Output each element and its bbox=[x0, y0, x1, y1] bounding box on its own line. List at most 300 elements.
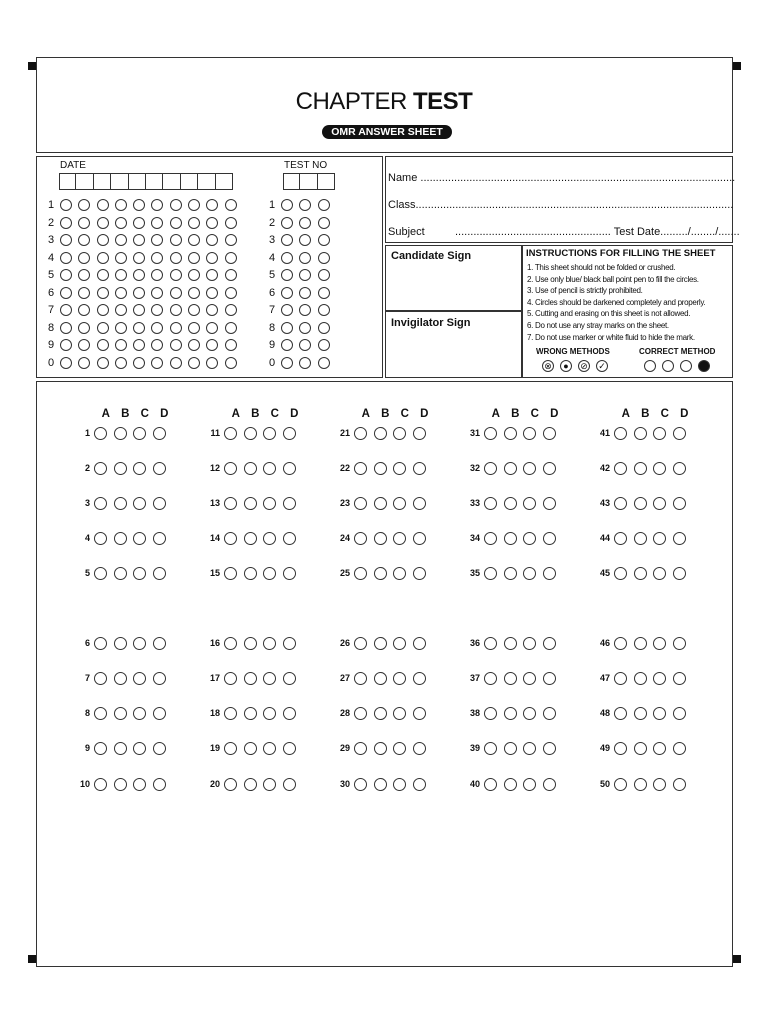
answer-bubble[interactable] bbox=[653, 637, 666, 650]
answer-bubble[interactable] bbox=[543, 532, 556, 545]
digit-bubble[interactable] bbox=[299, 234, 311, 246]
answer-bubble[interactable] bbox=[504, 778, 517, 791]
answer-bubble[interactable] bbox=[354, 637, 367, 650]
digit-bubble[interactable] bbox=[133, 322, 145, 334]
answer-bubble[interactable] bbox=[244, 567, 257, 580]
digit-bubble[interactable] bbox=[151, 304, 163, 316]
answer-bubble[interactable] bbox=[614, 567, 627, 580]
answer-bubble[interactable] bbox=[634, 778, 647, 791]
digit-bubble[interactable] bbox=[78, 322, 90, 334]
answer-bubble[interactable] bbox=[413, 742, 426, 755]
digit-bubble[interactable] bbox=[170, 287, 182, 299]
digit-bubble[interactable] bbox=[225, 339, 237, 351]
answer-bubble[interactable] bbox=[224, 637, 237, 650]
answer-bubble[interactable] bbox=[283, 707, 296, 720]
answer-bubble[interactable] bbox=[543, 672, 556, 685]
answer-bubble[interactable] bbox=[224, 462, 237, 475]
answer-bubble[interactable] bbox=[153, 532, 166, 545]
answer-bubble[interactable] bbox=[283, 637, 296, 650]
digit-bubble[interactable] bbox=[133, 199, 145, 211]
digit-bubble[interactable] bbox=[60, 199, 72, 211]
answer-bubble[interactable] bbox=[543, 427, 556, 440]
digit-bubble[interactable] bbox=[115, 199, 127, 211]
digit-bubble[interactable] bbox=[133, 234, 145, 246]
answer-bubble[interactable] bbox=[543, 637, 556, 650]
digit-bubble[interactable] bbox=[151, 287, 163, 299]
answer-bubble[interactable] bbox=[244, 637, 257, 650]
answer-bubble[interactable] bbox=[374, 742, 387, 755]
digit-bubble[interactable] bbox=[318, 304, 330, 316]
digit-bubble[interactable] bbox=[97, 287, 109, 299]
answer-bubble[interactable] bbox=[133, 427, 146, 440]
digit-bubble[interactable] bbox=[60, 252, 72, 264]
digit-bubble[interactable] bbox=[299, 269, 311, 281]
answer-bubble[interactable] bbox=[263, 497, 276, 510]
digit-bubble[interactable] bbox=[151, 199, 163, 211]
answer-bubble[interactable] bbox=[634, 567, 647, 580]
answer-bubble[interactable] bbox=[153, 637, 166, 650]
digit-bubble[interactable] bbox=[170, 234, 182, 246]
digit-bubble[interactable] bbox=[318, 234, 330, 246]
answer-bubble[interactable] bbox=[94, 532, 107, 545]
digit-bubble[interactable] bbox=[206, 234, 218, 246]
digit-bubble[interactable] bbox=[97, 304, 109, 316]
digit-bubble[interactable] bbox=[60, 357, 72, 369]
answer-bubble[interactable] bbox=[413, 672, 426, 685]
answer-bubble[interactable] bbox=[653, 707, 666, 720]
digit-bubble[interactable] bbox=[206, 287, 218, 299]
digit-entry-cell[interactable] bbox=[146, 173, 163, 190]
answer-bubble[interactable] bbox=[413, 707, 426, 720]
answer-bubble[interactable] bbox=[374, 637, 387, 650]
digit-bubble[interactable] bbox=[170, 339, 182, 351]
digit-bubble[interactable] bbox=[299, 304, 311, 316]
answer-bubble[interactable] bbox=[673, 742, 686, 755]
digit-bubble[interactable] bbox=[281, 287, 293, 299]
answer-bubble[interactable] bbox=[94, 497, 107, 510]
digit-bubble[interactable] bbox=[151, 339, 163, 351]
digit-bubble[interactable] bbox=[318, 322, 330, 334]
class-field[interactable]: Class........................................................................................................ bbox=[388, 199, 734, 211]
answer-bubble[interactable] bbox=[393, 427, 406, 440]
digit-bubble[interactable] bbox=[151, 217, 163, 229]
answer-bubble[interactable] bbox=[114, 497, 127, 510]
digit-bubble[interactable] bbox=[133, 339, 145, 351]
answer-bubble[interactable] bbox=[673, 707, 686, 720]
digit-bubble[interactable] bbox=[225, 234, 237, 246]
answer-bubble[interactable] bbox=[94, 672, 107, 685]
digit-bubble[interactable] bbox=[299, 217, 311, 229]
digit-bubble[interactable] bbox=[78, 304, 90, 316]
digit-bubble[interactable] bbox=[133, 269, 145, 281]
subject-field[interactable]: Subject bbox=[388, 226, 425, 238]
digit-bubble[interactable] bbox=[281, 357, 293, 369]
answer-bubble[interactable] bbox=[133, 567, 146, 580]
answer-bubble[interactable] bbox=[153, 427, 166, 440]
answer-bubble[interactable] bbox=[283, 532, 296, 545]
digit-bubble[interactable] bbox=[78, 357, 90, 369]
answer-bubble[interactable] bbox=[153, 778, 166, 791]
answer-bubble[interactable] bbox=[484, 532, 497, 545]
answer-bubble[interactable] bbox=[133, 742, 146, 755]
answer-bubble[interactable] bbox=[263, 672, 276, 685]
digit-bubble[interactable] bbox=[115, 252, 127, 264]
digit-bubble[interactable] bbox=[281, 252, 293, 264]
answer-bubble[interactable] bbox=[114, 462, 127, 475]
digit-entry-cell[interactable] bbox=[129, 173, 146, 190]
answer-bubble[interactable] bbox=[543, 497, 556, 510]
digit-bubble[interactable] bbox=[115, 217, 127, 229]
digit-bubble[interactable] bbox=[115, 234, 127, 246]
answer-bubble[interactable] bbox=[244, 778, 257, 791]
answer-bubble[interactable] bbox=[484, 778, 497, 791]
digit-bubble[interactable] bbox=[188, 287, 200, 299]
answer-bubble[interactable] bbox=[283, 497, 296, 510]
answer-bubble[interactable] bbox=[413, 532, 426, 545]
digit-entry-cell[interactable] bbox=[94, 173, 111, 190]
answer-bubble[interactable] bbox=[504, 427, 517, 440]
digit-bubble[interactable] bbox=[281, 339, 293, 351]
answer-bubble[interactable] bbox=[224, 497, 237, 510]
answer-bubble[interactable] bbox=[504, 707, 517, 720]
answer-bubble[interactable] bbox=[263, 742, 276, 755]
digit-bubble[interactable] bbox=[299, 357, 311, 369]
digit-bubble[interactable] bbox=[318, 287, 330, 299]
digit-bubble[interactable] bbox=[206, 269, 218, 281]
answer-bubble[interactable] bbox=[94, 778, 107, 791]
digit-bubble[interactable] bbox=[188, 304, 200, 316]
digit-bubble[interactable] bbox=[115, 339, 127, 351]
answer-bubble[interactable] bbox=[94, 742, 107, 755]
answer-bubble[interactable] bbox=[413, 462, 426, 475]
answer-bubble[interactable] bbox=[153, 742, 166, 755]
answer-bubble[interactable] bbox=[523, 637, 536, 650]
digit-bubble[interactable] bbox=[60, 304, 72, 316]
answer-bubble[interactable] bbox=[614, 672, 627, 685]
digit-entry-cell[interactable] bbox=[216, 173, 233, 190]
answer-bubble[interactable] bbox=[653, 567, 666, 580]
answer-bubble[interactable] bbox=[653, 532, 666, 545]
answer-bubble[interactable] bbox=[374, 462, 387, 475]
answer-bubble[interactable] bbox=[413, 497, 426, 510]
answer-bubble[interactable] bbox=[484, 742, 497, 755]
answer-bubble[interactable] bbox=[393, 707, 406, 720]
answer-bubble[interactable] bbox=[133, 462, 146, 475]
answer-bubble[interactable] bbox=[653, 742, 666, 755]
digit-bubble[interactable] bbox=[151, 322, 163, 334]
answer-bubble[interactable] bbox=[114, 532, 127, 545]
answer-bubble[interactable] bbox=[413, 427, 426, 440]
digit-bubble[interactable] bbox=[133, 217, 145, 229]
digit-bubble[interactable] bbox=[318, 357, 330, 369]
answer-bubble[interactable] bbox=[614, 742, 627, 755]
answer-bubble[interactable] bbox=[393, 567, 406, 580]
answer-bubble[interactable] bbox=[614, 707, 627, 720]
answer-bubble[interactable] bbox=[484, 427, 497, 440]
answer-bubble[interactable] bbox=[653, 427, 666, 440]
answer-bubble[interactable] bbox=[283, 742, 296, 755]
answer-bubble[interactable] bbox=[653, 672, 666, 685]
digit-bubble[interactable] bbox=[206, 252, 218, 264]
digit-bubble[interactable] bbox=[225, 357, 237, 369]
answer-bubble[interactable] bbox=[354, 427, 367, 440]
answer-bubble[interactable] bbox=[523, 532, 536, 545]
answer-bubble[interactable] bbox=[224, 742, 237, 755]
answer-bubble[interactable] bbox=[614, 778, 627, 791]
digit-bubble[interactable] bbox=[281, 234, 293, 246]
digit-bubble[interactable] bbox=[133, 357, 145, 369]
answer-bubble[interactable] bbox=[374, 497, 387, 510]
answer-bubble[interactable] bbox=[504, 672, 517, 685]
answer-bubble[interactable] bbox=[634, 427, 647, 440]
answer-bubble[interactable] bbox=[523, 707, 536, 720]
answer-bubble[interactable] bbox=[114, 567, 127, 580]
answer-bubble[interactable] bbox=[413, 778, 426, 791]
digit-bubble[interactable] bbox=[318, 199, 330, 211]
digit-bubble[interactable] bbox=[299, 339, 311, 351]
digit-bubble[interactable] bbox=[115, 287, 127, 299]
digit-bubble[interactable] bbox=[78, 199, 90, 211]
answer-bubble[interactable] bbox=[523, 427, 536, 440]
answer-bubble[interactable] bbox=[523, 462, 536, 475]
digit-bubble[interactable] bbox=[281, 322, 293, 334]
digit-bubble[interactable] bbox=[170, 199, 182, 211]
answer-bubble[interactable] bbox=[244, 427, 257, 440]
digit-bubble[interactable] bbox=[281, 217, 293, 229]
answer-bubble[interactable] bbox=[504, 567, 517, 580]
digit-entry-cell[interactable] bbox=[163, 173, 180, 190]
answer-bubble[interactable] bbox=[523, 672, 536, 685]
answer-bubble[interactable] bbox=[244, 462, 257, 475]
digit-bubble[interactable] bbox=[188, 199, 200, 211]
digit-bubble[interactable] bbox=[151, 252, 163, 264]
answer-bubble[interactable] bbox=[393, 532, 406, 545]
answer-bubble[interactable] bbox=[354, 462, 367, 475]
digit-bubble[interactable] bbox=[78, 217, 90, 229]
answer-bubble[interactable] bbox=[543, 742, 556, 755]
answer-bubble[interactable] bbox=[94, 427, 107, 440]
answer-bubble[interactable] bbox=[543, 567, 556, 580]
digit-bubble[interactable] bbox=[97, 252, 109, 264]
answer-bubble[interactable] bbox=[224, 672, 237, 685]
answer-bubble[interactable] bbox=[614, 462, 627, 475]
digit-bubble[interactable] bbox=[60, 339, 72, 351]
digit-bubble[interactable] bbox=[188, 217, 200, 229]
answer-bubble[interactable] bbox=[543, 778, 556, 791]
digit-bubble[interactable] bbox=[206, 322, 218, 334]
digit-bubble[interactable] bbox=[151, 269, 163, 281]
answer-bubble[interactable] bbox=[484, 637, 497, 650]
digit-bubble[interactable] bbox=[225, 322, 237, 334]
answer-bubble[interactable] bbox=[354, 778, 367, 791]
digit-bubble[interactable] bbox=[225, 252, 237, 264]
answer-bubble[interactable] bbox=[614, 532, 627, 545]
digit-bubble[interactable] bbox=[225, 269, 237, 281]
answer-bubble[interactable] bbox=[393, 497, 406, 510]
answer-bubble[interactable] bbox=[393, 637, 406, 650]
digit-entry-cell[interactable] bbox=[76, 173, 93, 190]
answer-bubble[interactable] bbox=[614, 637, 627, 650]
digit-bubble[interactable] bbox=[133, 287, 145, 299]
subject-test-date-field[interactable]: ................................................... Test Date........./......../....... bbox=[455, 226, 740, 238]
answer-bubble[interactable] bbox=[283, 427, 296, 440]
digit-bubble[interactable] bbox=[188, 357, 200, 369]
digit-bubble[interactable] bbox=[133, 252, 145, 264]
digit-bubble[interactable] bbox=[97, 234, 109, 246]
answer-bubble[interactable] bbox=[354, 567, 367, 580]
digit-bubble[interactable] bbox=[206, 304, 218, 316]
answer-bubble[interactable] bbox=[283, 462, 296, 475]
digit-bubble[interactable] bbox=[60, 217, 72, 229]
digit-bubble[interactable] bbox=[225, 287, 237, 299]
answer-bubble[interactable] bbox=[354, 672, 367, 685]
digit-bubble[interactable] bbox=[170, 357, 182, 369]
answer-bubble[interactable] bbox=[374, 707, 387, 720]
answer-bubble[interactable] bbox=[94, 462, 107, 475]
answer-bubble[interactable] bbox=[484, 462, 497, 475]
digit-bubble[interactable] bbox=[170, 304, 182, 316]
answer-bubble[interactable] bbox=[673, 672, 686, 685]
digit-entry-cell[interactable] bbox=[283, 173, 300, 190]
answer-bubble[interactable] bbox=[263, 462, 276, 475]
answer-bubble[interactable] bbox=[634, 497, 647, 510]
digit-bubble[interactable] bbox=[97, 269, 109, 281]
digit-bubble[interactable] bbox=[115, 357, 127, 369]
answer-bubble[interactable] bbox=[94, 637, 107, 650]
answer-bubble[interactable] bbox=[504, 462, 517, 475]
answer-bubble[interactable] bbox=[393, 462, 406, 475]
answer-bubble[interactable] bbox=[673, 532, 686, 545]
answer-bubble[interactable] bbox=[114, 778, 127, 791]
answer-bubble[interactable] bbox=[374, 778, 387, 791]
answer-bubble[interactable] bbox=[263, 707, 276, 720]
answer-bubble[interactable] bbox=[634, 672, 647, 685]
digit-bubble[interactable] bbox=[60, 287, 72, 299]
answer-bubble[interactable] bbox=[133, 707, 146, 720]
digit-bubble[interactable] bbox=[318, 269, 330, 281]
answer-bubble[interactable] bbox=[153, 462, 166, 475]
answer-bubble[interactable] bbox=[673, 567, 686, 580]
answer-bubble[interactable] bbox=[114, 672, 127, 685]
answer-bubble[interactable] bbox=[673, 637, 686, 650]
digit-entry-cell[interactable] bbox=[111, 173, 128, 190]
answer-bubble[interactable] bbox=[114, 742, 127, 755]
digit-bubble[interactable] bbox=[97, 217, 109, 229]
digit-bubble[interactable] bbox=[115, 322, 127, 334]
answer-bubble[interactable] bbox=[543, 707, 556, 720]
answer-bubble[interactable] bbox=[413, 567, 426, 580]
digit-bubble[interactable] bbox=[318, 339, 330, 351]
digit-entry-cell[interactable] bbox=[181, 173, 198, 190]
digit-bubble[interactable] bbox=[170, 217, 182, 229]
answer-bubble[interactable] bbox=[244, 672, 257, 685]
answer-bubble[interactable] bbox=[153, 707, 166, 720]
answer-bubble[interactable] bbox=[153, 567, 166, 580]
digit-bubble[interactable] bbox=[299, 252, 311, 264]
digit-bubble[interactable] bbox=[78, 234, 90, 246]
answer-bubble[interactable] bbox=[673, 427, 686, 440]
digit-bubble[interactable] bbox=[115, 304, 127, 316]
answer-bubble[interactable] bbox=[94, 707, 107, 720]
digit-bubble[interactable] bbox=[97, 199, 109, 211]
answer-bubble[interactable] bbox=[374, 567, 387, 580]
answer-bubble[interactable] bbox=[634, 637, 647, 650]
digit-bubble[interactable] bbox=[281, 269, 293, 281]
answer-bubble[interactable] bbox=[114, 637, 127, 650]
digit-bubble[interactable] bbox=[170, 322, 182, 334]
digit-bubble[interactable] bbox=[170, 252, 182, 264]
digit-bubble[interactable] bbox=[188, 234, 200, 246]
answer-bubble[interactable] bbox=[224, 532, 237, 545]
answer-bubble[interactable] bbox=[94, 567, 107, 580]
digit-bubble[interactable] bbox=[97, 339, 109, 351]
answer-bubble[interactable] bbox=[224, 707, 237, 720]
digit-bubble[interactable] bbox=[60, 234, 72, 246]
answer-bubble[interactable] bbox=[133, 672, 146, 685]
digit-bubble[interactable] bbox=[78, 269, 90, 281]
answer-bubble[interactable] bbox=[354, 532, 367, 545]
name-field[interactable]: Name ....................................................................................................... bbox=[388, 172, 736, 184]
answer-bubble[interactable] bbox=[504, 742, 517, 755]
answer-bubble[interactable] bbox=[484, 567, 497, 580]
answer-bubble[interactable] bbox=[673, 778, 686, 791]
digit-bubble[interactable] bbox=[188, 322, 200, 334]
digit-bubble[interactable] bbox=[78, 339, 90, 351]
answer-bubble[interactable] bbox=[413, 637, 426, 650]
answer-bubble[interactable] bbox=[634, 707, 647, 720]
digit-entry-cell[interactable] bbox=[198, 173, 215, 190]
answer-bubble[interactable] bbox=[283, 567, 296, 580]
answer-bubble[interactable] bbox=[244, 497, 257, 510]
digit-bubble[interactable] bbox=[299, 287, 311, 299]
answer-bubble[interactable] bbox=[484, 707, 497, 720]
answer-bubble[interactable] bbox=[393, 672, 406, 685]
answer-bubble[interactable] bbox=[504, 532, 517, 545]
digit-bubble[interactable] bbox=[299, 322, 311, 334]
answer-bubble[interactable] bbox=[523, 497, 536, 510]
answer-bubble[interactable] bbox=[673, 462, 686, 475]
answer-bubble[interactable] bbox=[283, 672, 296, 685]
digit-bubble[interactable] bbox=[206, 339, 218, 351]
answer-bubble[interactable] bbox=[673, 497, 686, 510]
answer-bubble[interactable] bbox=[634, 462, 647, 475]
answer-bubble[interactable] bbox=[354, 707, 367, 720]
digit-bubble[interactable] bbox=[299, 199, 311, 211]
answer-bubble[interactable] bbox=[133, 637, 146, 650]
digit-bubble[interactable] bbox=[281, 199, 293, 211]
digit-bubble[interactable] bbox=[206, 357, 218, 369]
digit-bubble[interactable] bbox=[318, 217, 330, 229]
answer-bubble[interactable] bbox=[653, 462, 666, 475]
answer-bubble[interactable] bbox=[354, 497, 367, 510]
digit-bubble[interactable] bbox=[97, 322, 109, 334]
answer-bubble[interactable] bbox=[244, 707, 257, 720]
digit-bubble[interactable] bbox=[188, 252, 200, 264]
answer-bubble[interactable] bbox=[504, 497, 517, 510]
digit-entry-cell[interactable] bbox=[300, 173, 317, 190]
answer-bubble[interactable] bbox=[244, 532, 257, 545]
answer-bubble[interactable] bbox=[653, 778, 666, 791]
digit-bubble[interactable] bbox=[206, 217, 218, 229]
answer-bubble[interactable] bbox=[634, 532, 647, 545]
digit-bubble[interactable] bbox=[151, 234, 163, 246]
digit-bubble[interactable] bbox=[206, 199, 218, 211]
answer-bubble[interactable] bbox=[224, 778, 237, 791]
answer-bubble[interactable] bbox=[393, 742, 406, 755]
answer-bubble[interactable] bbox=[133, 497, 146, 510]
digit-bubble[interactable] bbox=[97, 357, 109, 369]
answer-bubble[interactable] bbox=[133, 778, 146, 791]
